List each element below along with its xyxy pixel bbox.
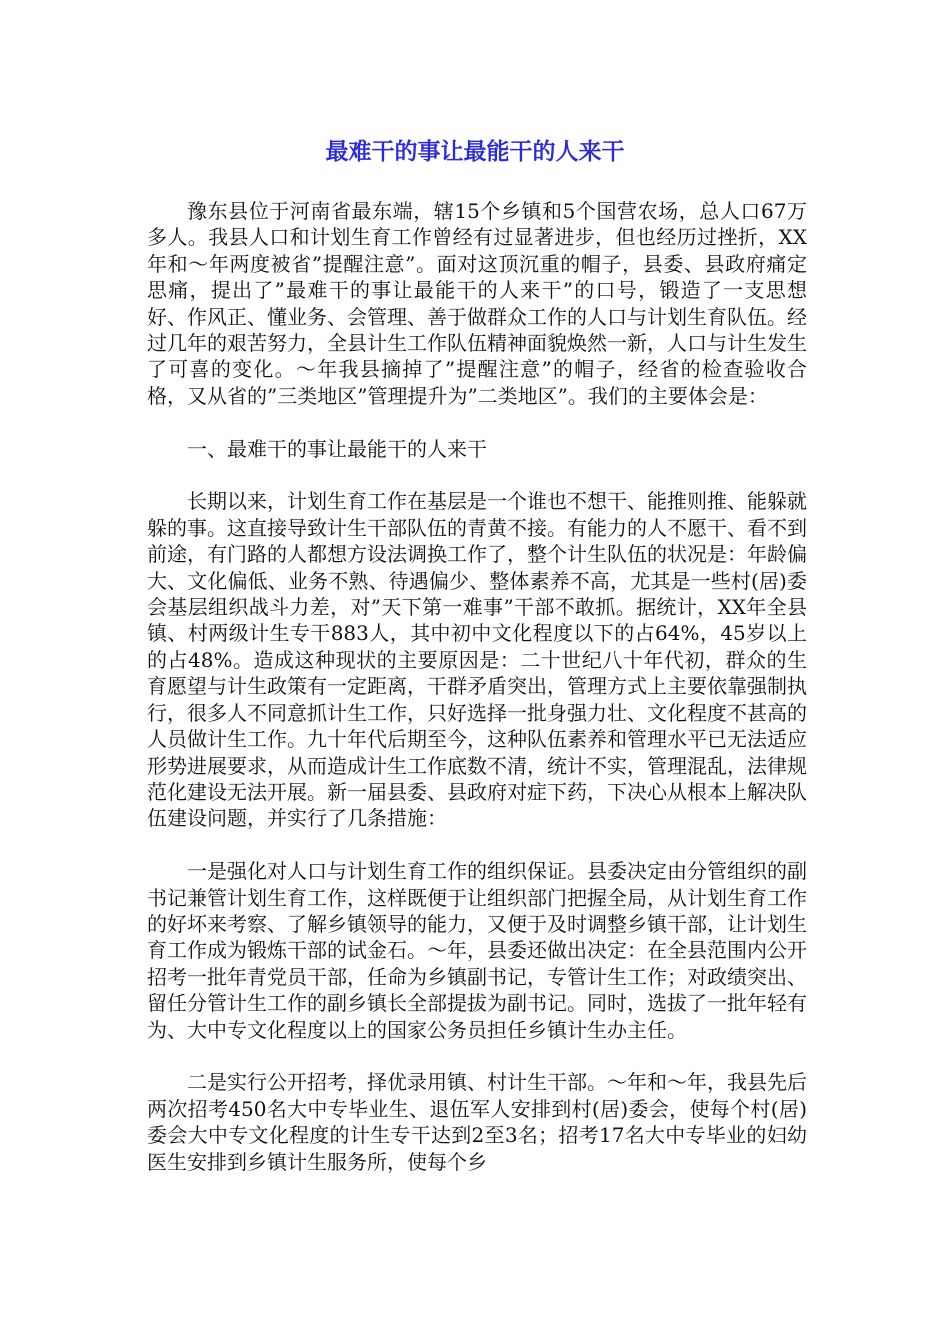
paragraph-intro: 豫东县位于河南省最东端，辖15个乡镇和5个国营农场，总人口67万多人。我县人口和计划生育工作曾经有过显著进步，但也经历过挫折，XX年和～年两度被省”提醒注意”。面对这顶沉重的帽子，县委、县政府痛定思痛，提出了”最难干的事让最能干的人来干”的口号，锻造了一支思想好、作风正、懂业务、会管理、善于做群众工作的人口与计划生育队伍。经过几年的艰苦努力，全县计生工作队伍精神面貌焕然一新，人口与计生发生了可喜的变化。～年我县摘掉了”提醒注意”的帽子，经省的检查验收合格，又从省的”三类地区”管理提升为”二类地区”。我们的主要体会是： — [147, 199, 807, 408]
paragraph-measure-one: 一是强化对人口与计划生育工作的组织保证。县委决定由分管组织的副书记兼管计划生育工作，这样既便于让组织部门把握全局，从计划生育工作的好坏来考察、了解乡镇领导的能力，又便于及时调整乡镇干部，让计划生育工作成为锻炼干部的试金石。～年，县委还做出决定：在全县范围内公开招考一批年青党员干部，任命为乡镇副书记，专管计生工作；对政绩突出、留任分管计生工作的副乡镇长全部提拔为副书记。同时，选拔了一批年轻有为、大中专文化程度以上的国家公务员担任乡镇计生办主任。 — [147, 859, 807, 1042]
paragraph-measure-two: 二是实行公开招考，择优录用镇、村计生干部。～年和～年，我县先后两次招考450名大中专毕业生、退伍军人安排到村(居)委会，使每个村(居)委会大中专文化程度的计生专干达到2至3名；招考17名大中专毕业的妇幼医生安排到乡镇计生服务所，使每个乡 — [147, 1070, 807, 1174]
document-body — [147, 198, 807, 1201]
document-title: 最难干的事让最能干的人来干 — [325, 139, 625, 165]
paragraph-background: 长期以来，计划生育工作在基层是一个谁也不想干、能推则推、能躲就躲的事。这直接导致计生干部队伍的青黄不接。有能力的人不愿干、看不到前途，有门路的人都想方设法调换工作了，整个计生队伍的状况是：年龄偏大、文化偏低、业务不熟、待遇偏少、整体素养不高，尤其是一些村(居)委会基层组织战斗力差，对”天下第一难事”干部不敢抓。据统计，XX年全县镇、村两级计生专干883人，其中初中文化程度以下的占64%，45岁以上的占48%。造成这种现状的主要原因是：二十世纪八十年代初，群众的生育愿望与计生政策有一定距离，干群矛盾突出，管理方式上主要依靠强制执行，很多人不同意抓计生工作，只好选择一批身强力壮、文化程度不甚高的人员做计生工作。九十年代后期至今，这种队伍素养和管理水平已无法适应形势进展要求，从而造成计生工作底数不清，统计不实，管理混乱，法律规范化建设无法开展。新一届县委、县政府对症下药，下决心从根本上解决队伍建设问题，并实行了几条措施： — [147, 489, 807, 831]
section-heading: 一、最难干的事让最能干的人来干 — [187, 436, 487, 461]
